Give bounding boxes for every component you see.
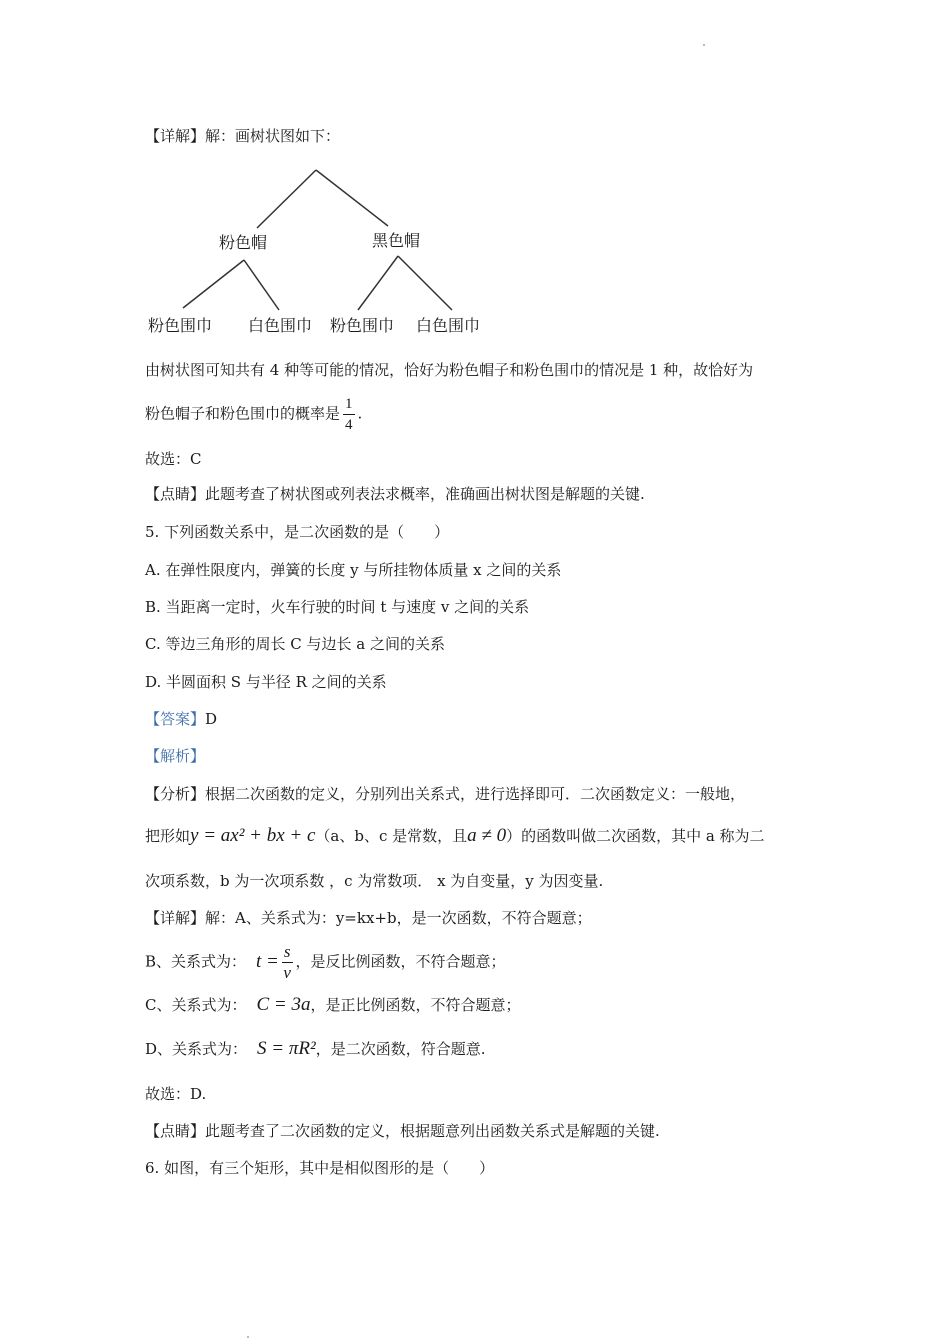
- tree-branch: [398, 256, 452, 310]
- formula: S = πR²: [257, 1038, 316, 1059]
- probability-fraction: [343, 394, 355, 435]
- detail-text: ，是二次函数，符合题意.: [315, 1040, 486, 1058]
- tree-diagram: [140, 160, 500, 340]
- formula-fraction: [282, 942, 293, 983]
- fraction-denominator: 4: [345, 417, 353, 433]
- formula: C = 3a: [256, 994, 311, 1015]
- q5-analysis-label: 【解析】: [145, 747, 206, 765]
- detail-text: ，是正比例函数，不符合题意；: [310, 996, 521, 1014]
- q5-detail-b: [145, 942, 506, 983]
- nonzero-condition: a ≠ 0: [467, 825, 507, 846]
- tree-leaf: 粉色围巾: [330, 316, 395, 335]
- q4-choice: 故选：C: [145, 450, 202, 468]
- tree-leaf: 粉色围巾: [148, 316, 213, 335]
- detail-text: C、关系式为：: [145, 996, 247, 1014]
- q4-conclusion-2: [145, 394, 362, 435]
- q4-conclusion-text: 粉色帽子和粉色围巾的概率是: [145, 404, 341, 423]
- fraction-denominator: v: [283, 963, 291, 982]
- q5-option-a: A. 在弹性限度内，弹簧的长度 y 与所挂物体质量 x 之间的关系: [145, 561, 562, 579]
- analysis-text: 把形如: [145, 827, 191, 845]
- q5-answer: [145, 709, 217, 729]
- fraction-numerator: s: [283, 942, 291, 961]
- scan-speck: [703, 44, 705, 46]
- q5-analysis-3: 次项系数，b 为一次项系数 ，c 为常数项． x 为自变量，y 为因变量.: [145, 872, 604, 890]
- tree-branch: [183, 260, 244, 308]
- detail-text: ，是反比例函数，不符合题意；: [295, 952, 506, 971]
- tree-branch: [244, 260, 279, 310]
- q5-option-b: B. 当距离一定时，火车行驶的时间 t 与速度 v 之间的关系: [145, 598, 530, 616]
- fraction-numerator: 1: [343, 394, 355, 415]
- q5-comment: 【点睛】此题考查了二次函数的定义，根据题意列出函数关系式是解题的关键.: [145, 1122, 660, 1140]
- q5-option-d: D. 半圆面积 S 与半径 R 之间的关系: [145, 673, 387, 691]
- tree-node-black-hat: 黑色帽: [372, 231, 421, 250]
- tree-branch: [257, 170, 316, 228]
- analysis-text: ）的函数叫做二次函数，其中 a 称为二: [506, 827, 765, 845]
- tree-leaf: 白色围巾: [248, 316, 313, 335]
- analysis-text: （a、b、c 是常数，且: [315, 827, 468, 845]
- q5-stem: 5. 下列函数关系中，是二次函数的是（ ）: [145, 523, 450, 541]
- detail-text: B、关系式为：: [145, 952, 247, 971]
- q5-detail-c: [145, 995, 521, 1015]
- detail-intro: 【详解】解：画树状图如下：: [145, 127, 341, 145]
- detail-text: D、关系式为：: [145, 1040, 248, 1058]
- q5-analysis-1: 【分析】根据二次函数的定义，分别列出关系式，进行选择即可．二次函数定义：一般地，: [145, 785, 746, 803]
- answer-label: 【答案】: [145, 710, 206, 728]
- scan-speck: [247, 1336, 249, 1338]
- q5-analysis-2: [145, 826, 765, 846]
- q4-conclusion-1: 由树状图可知共有 4 种等可能的情况，恰好为粉色帽子和粉色围巾的情况是 1 种，故恰好为: [145, 361, 754, 379]
- tree-branch: [316, 170, 388, 226]
- tree-leaf: 白色围巾: [416, 316, 481, 335]
- q5-detail-a: 【详解】解：A、关系式为：y=kx+b，是一次函数，不符合题意；: [145, 909, 592, 927]
- formula-lhs: t =: [256, 950, 279, 972]
- tree-branch: [358, 256, 398, 310]
- q4-period: .: [357, 404, 363, 423]
- q4-comment: 【点睛】此题考查了树状图或列表法求概率，准确画出树状图是解题的关键.: [145, 485, 645, 503]
- q5-choice: 故选：D.: [145, 1085, 207, 1103]
- tree-node-pink-hat: 粉色帽: [219, 233, 268, 252]
- quadratic-formula: y = ax² + bx + c: [190, 825, 316, 846]
- q6-stem: 6. 如图，有三个矩形，其中是相似图形的是（ ）: [145, 1159, 495, 1177]
- answer-value: D: [205, 710, 218, 728]
- q5-option-c: C. 等边三角形的周长 C 与边长 a 之间的关系: [145, 635, 445, 653]
- q5-detail-d: [145, 1039, 485, 1059]
